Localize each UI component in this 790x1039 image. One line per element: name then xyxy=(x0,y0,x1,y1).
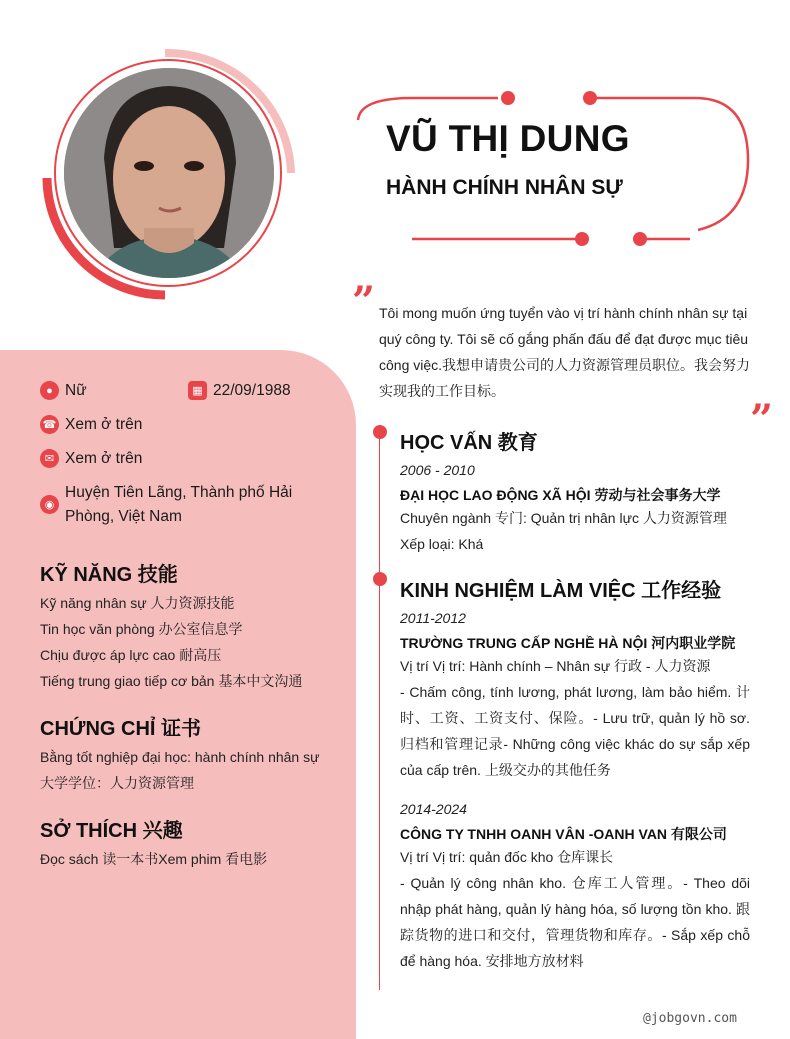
candidate-name: VŨ THỊ DUNG xyxy=(386,118,630,159)
gender-value: Nữ xyxy=(65,382,87,399)
address-row xyxy=(40,481,330,529)
birthdate-row xyxy=(188,379,291,403)
hobbies-text: Đọc sách 读一本书Xem phim 看电影 xyxy=(40,851,268,867)
mail-icon: ✉ xyxy=(40,449,59,468)
skill-item: Kỹ năng nhân sự 人力资源技能 xyxy=(40,595,235,611)
gender-row xyxy=(40,379,87,403)
phone-row xyxy=(40,413,142,437)
skill-item: Chịu được áp lực cao 耐高压 xyxy=(40,647,222,663)
phone-icon: ☎ xyxy=(40,415,59,434)
certificates-text: Bằng tốt nghiệp đại học: hành chính nhân sự 大学学位：人力资源管理 xyxy=(40,749,320,791)
education-title: HỌC VẤN 教育 xyxy=(400,432,538,454)
skill-item: Tin học văn phòng 办公室信息学 xyxy=(40,621,243,637)
timeline-line xyxy=(379,433,380,990)
timeline-dot xyxy=(373,425,387,439)
birthdate-value: 22/09/1988 xyxy=(213,382,291,399)
education-grade: Xếp loại: Khá xyxy=(400,536,484,552)
location-icon: ◉ xyxy=(40,495,59,514)
experience-title: KINH NGHIỆM LÀM VIỆC 工作经验 xyxy=(400,580,722,602)
phone-value: Xem ở trên xyxy=(65,416,143,433)
watermark: @jobgovn.com xyxy=(643,1011,737,1026)
avatar xyxy=(64,68,274,278)
certificates-title: CHỨNG CHỈ 证书 xyxy=(40,718,202,740)
calendar-icon: ▦ xyxy=(188,381,207,400)
header-frame-decoration xyxy=(350,90,760,250)
job-company: TRƯỜNG TRUNG CẤP NGHỀ HÀ NỘI 河内职业学院 xyxy=(400,635,736,651)
job-company: CÔNG TY TNHH OANH VÂN -OANH VAN 有限公司 xyxy=(400,826,727,842)
address-value: Huyện Tiên Lãng, Thành phố Hải Phòng, Việt Nam xyxy=(65,484,293,525)
job-period: 2011-2012 xyxy=(400,610,466,626)
career-objective: Tôi mong muốn ứng tuyển vào vị trí hành chính nhân sự tại quý công ty. Tôi sẽ cố gắng phấn đấu để đạt được mục tiêu công việc.我想申请贵公司的人力资源管理员职位。我会努力实现我的工作目标。 xyxy=(379,305,751,399)
candidate-role: HÀNH CHÍNH NHÂN SỰ xyxy=(386,176,623,199)
open-quote-icon: ” xyxy=(352,278,376,325)
education-major: Chuyên ngành 专门: Quản trị nhân lực 人力资源管理 xyxy=(400,510,727,526)
email-row xyxy=(40,447,142,471)
skill-item: Tiếng trung giao tiếp cơ bản 基本中文沟通 xyxy=(40,673,303,689)
hobbies-title: SỞ THÍCH 兴趣 xyxy=(40,820,183,842)
person-icon: ● xyxy=(40,381,59,400)
job-description: - Chấm công, tính lương, phát lương, làm bảo hiểm. 计时、工资、工资支付、保险。- Lưu trữ, quản lý hồ sơ. 归档和管理记录- Những công việc khác do sự sắp xếp của cấp trên. 上级交办的其他任务 xyxy=(400,684,750,778)
email-value: Xem ở trên xyxy=(65,450,143,467)
timeline-dot xyxy=(373,572,387,586)
job-position: Vị trí Vị trí: quản đốc kho 仓库课长 xyxy=(400,849,614,865)
job-description: - Quản lý công nhân kho. 仓库工人管理。- Theo dõi nhập phát hàng, quản lý hàng hóa, số lượng tồn kho. 跟踪货物的进口和交付，管理货物和库存。- Sắp xếp chỗ để hàng hóa. 安排地方放材料 xyxy=(400,875,750,969)
close-quote-icon: ” xyxy=(750,396,774,443)
job-position: Vị trí Vị trí: Hành chính – Nhân sự 行政 - 人力资源 xyxy=(400,658,711,674)
avatar-photo xyxy=(64,68,274,278)
education-school: ĐẠI HỌC LAO ĐỘNG XÃ HỘI 劳动与社会事务大学 xyxy=(400,487,721,503)
skills-title: KỸ NĂNG 技能 xyxy=(40,564,178,586)
job-period: 2014-2024 xyxy=(400,801,467,817)
education-period: 2006 - 2010 xyxy=(400,462,475,478)
